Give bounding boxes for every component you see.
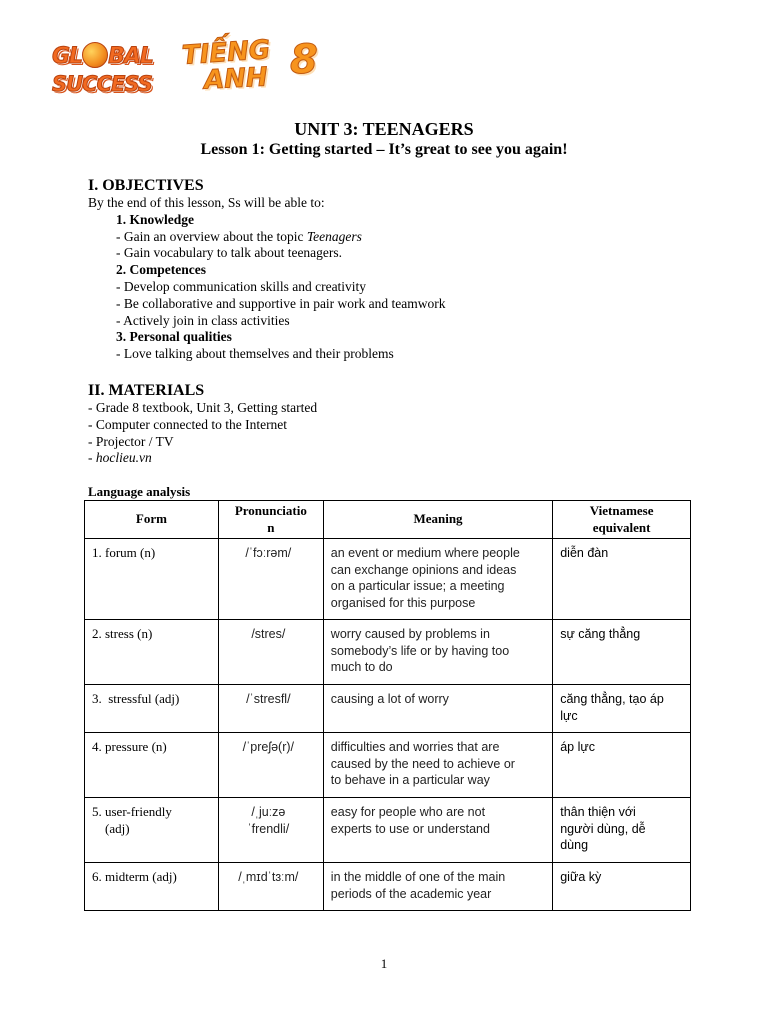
header-pronunciation [218,501,323,539]
meaning-line: can exchange opinions and ideas [330,562,517,577]
vietnamese-cell: sự căng thẳng [553,620,691,685]
vietnamese-line: người dùng, dễ [560,821,646,836]
form-cell: 2. stress (n) [85,620,219,685]
logo-text-anh: ANH [203,62,269,96]
materials-item-1: - Grade 8 textbook, Unit 3, Getting started [88,400,318,415]
table-row [85,539,691,620]
global-success-logo [50,36,156,102]
vietnamese-cell: áp lực [553,733,691,798]
materials-item-2: - Computer connected to the Internet [88,416,288,432]
knowledge-topic: Teenagers [306,228,362,244]
meaning-cell [323,798,552,863]
header-pronunciation-2: n [267,519,275,535]
logo-text-gl: GL [52,44,83,69]
vietnamese-line: thân thiện với [560,805,636,819]
knowledge-item-1 [88,229,708,246]
header-meaning: Meaning [323,501,552,539]
header-vietnamese [553,501,691,539]
meaning-line: caused by the need to achieve or [330,756,515,771]
meaning-cell: causing a lot of worry [323,685,552,733]
materials-site: hoclieu.vn [95,450,152,466]
vietnamese-cell [553,685,691,733]
unit-title: UNIT 3: TEENAGERS [294,119,474,139]
knowledge-item-2: - Gain vocabulary to talk about teenagers. [116,245,343,261]
pronunciation-cell: /ˌmɪdˈtɜːm/ [218,863,323,911]
logo-text-success: SUCCESS [52,72,152,96]
form-cell: 6. midterm (adj) [85,863,219,911]
meaning-cell [323,733,552,798]
meaning-line: an event or medium where people [330,546,520,560]
table-row [85,620,691,685]
form-cell: 3. stressful (adj) [85,685,219,733]
qualities-item-1: - Love talking about themselves and their problems [116,346,394,362]
pronunciation-cell [218,798,323,863]
objectives-heading: I. OBJECTIVES [88,177,204,194]
qualities-heading: 3. Personal qualities [116,329,232,345]
form-cell: 4. pressure (n) [85,733,219,798]
lesson-title: Lesson 1: Getting started – It’s great to see you again! [200,141,568,158]
vietnamese-cell: diễn đàn [553,539,691,620]
materials-section [88,382,708,467]
table-row [85,685,691,733]
vietnamese-line: dùng [560,838,589,852]
meaning-line: worry caused by problems in [330,627,490,641]
header-form: Form [85,501,219,539]
competences-item-2: - Be collaborative and supportive in pair work and teamwork [116,295,446,311]
vietnamese-cell: giữa kỳ [553,863,691,911]
competences-item-1: - Develop communication skills and creativity [116,278,367,294]
meaning-line: somebody’s life or by having too [330,643,510,658]
vietnamese-line: lực [560,708,578,723]
header-logos [50,34,350,104]
competences-item-3: - Actively join in class activities [116,312,290,328]
meaning-cell [323,620,552,685]
meaning-line: periods of the academic year [330,886,492,901]
materials-heading: II. MATERIALS [88,382,205,399]
pronunciation-cell: /ˈfɔːrəm/ [218,539,323,620]
objectives-section [88,177,708,363]
meaning-line: to behave in a particular way [330,773,490,787]
vietnamese-cell [553,798,691,863]
form-cell: 1. forum (n) [85,539,219,620]
objectives-intro: By the end of this lesson, Ss will be able to: [88,195,325,210]
pronunciation-line: /ˌjuːzə [251,805,286,819]
materials-item-3: - Projector / TV [88,433,174,449]
table-row [85,733,691,798]
table-row [85,798,691,863]
header-vietnamese-2: equivalent [592,519,651,535]
header-pronunciation-1: Pronunciatio [234,503,307,518]
pronunciation-cell: /ˈpreʃə(r)/ [218,733,323,798]
table-header-row [85,501,691,539]
knowledge-heading: 1. Knowledge [116,211,195,227]
meaning-cell [323,863,552,911]
header-vietnamese-1: Vietnamese [589,503,654,518]
pronunciation-cell: /ˈstresfl/ [218,685,323,733]
page-number: 1 [380,956,388,971]
pronunciation-line: ˈfrendli/ [247,821,290,836]
meaning-line: much to do [330,660,393,674]
materials-item-4 [88,450,708,467]
vocabulary-table [84,500,691,911]
meaning-line: organised for this purpose [330,595,476,610]
form-line: 5. user-friendly [92,804,172,819]
table-row [85,863,691,911]
competences-heading: 2. Competences [116,262,206,278]
meaning-cell [323,539,552,620]
form-cell [85,798,219,863]
knowledge-item-1-text: - Gain an overview about the topic [116,228,307,244]
form-line: (adj) [105,820,130,836]
meaning-line: easy for people who are not [330,805,486,819]
logo-text-8: 8 [290,37,318,83]
meaning-line: in the middle of one of the main [330,870,506,884]
vietnamese-line: căng thẳng, tạo áp [560,692,664,706]
materials-item-4-dash: - [88,450,96,466]
meaning-line: on a particular issue; a meeting [330,579,505,593]
pronunciation-cell: /stres/ [218,620,323,685]
logo-text-tieng: TIẾNG [181,34,272,72]
tieng-anh-8-logo [182,34,332,100]
language-analysis-title: Language analysis [88,484,191,499]
meaning-line: experts to use or understand [330,821,490,836]
meaning-line: difficulties and worries that are [330,740,500,754]
logo-text-bal: BAL [108,44,153,69]
